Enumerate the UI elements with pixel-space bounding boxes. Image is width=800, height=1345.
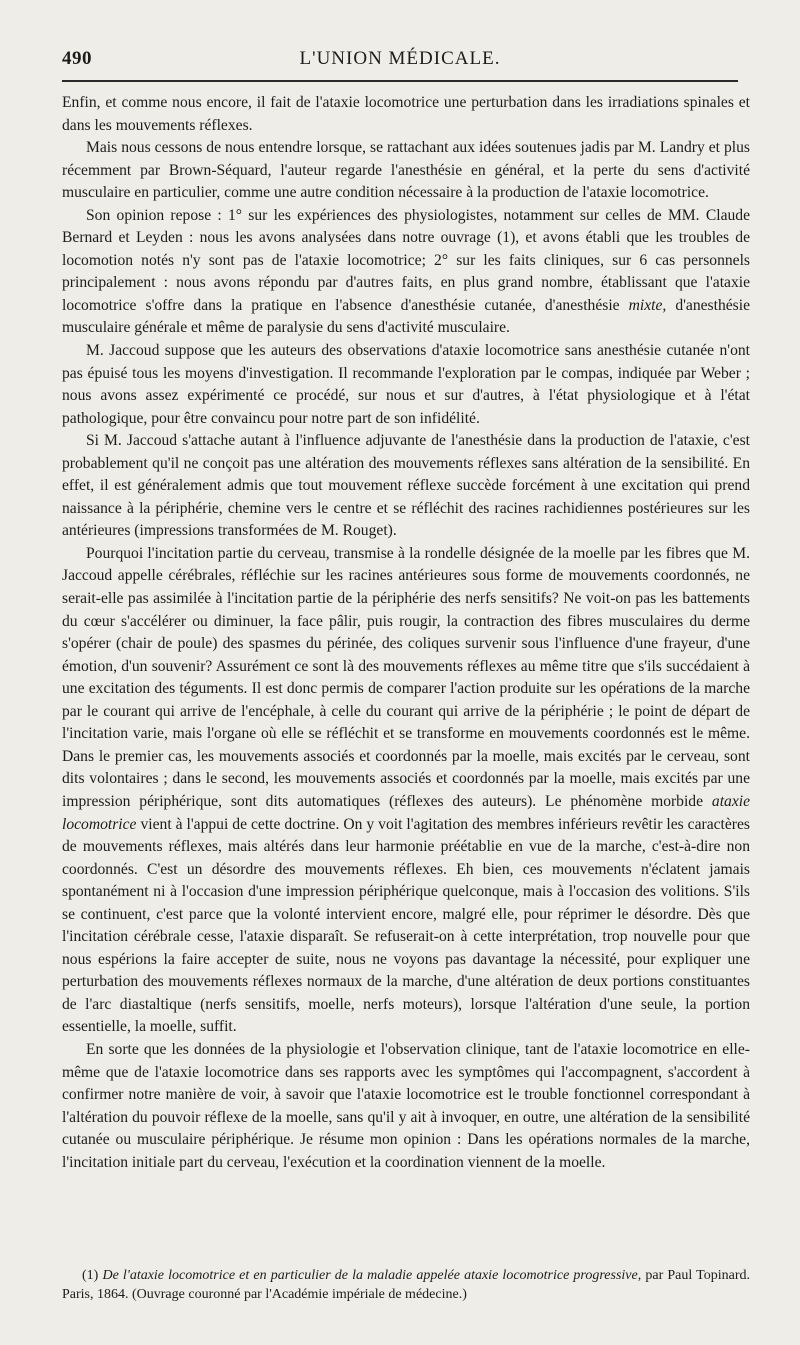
paragraph-6-text-b: vient à l'appui de cette doctrine. On y voit l'agitation des membres inférieurs revêtir les caractères de mouvements réflexes, mais altérés dans leur harmonie préétablie en vue de la marche, c'est-à-dire non coordonnés. C'est un désordre des mouvements réflexes. Eh bien, ces mouvements n'éclatent jamais spontanément ni à l'occasion d'une impression périphérique quelconque, mais à l'occasion des volitions. S'ils se continuent, c'est parce que la volonté intervient encore, malgré elle, pour réprimer le désordre. Dès que l'incitation cérébrale cesse, l'ataxie disparaît. Se refuserait-on à cette interprétation, trop nouvelle pour que nous espérions la faire accepter de suite, nous ne voyons pas davantage la nécessité, pour expliquer une perturbation des mouvements réflexes normaux de la marche, d'une altération de deux portions constituantes de l'arc diastaltique (nerfs sensitifs, moelle, nerfs moteurs), lorsque l'altération d'une seule, la portion essentielle, la moelle, suffit.	[62, 815, 750, 1036]
header-rule	[62, 80, 738, 82]
paragraph-3	[62, 205, 750, 340]
paragraph-4-text: M. Jaccoud suppose que les auteurs des observations d'ataxie locomotrice sans anesthésie cutanée n'ont pas épuisé tous les moyens d'investigation. Il recommande l'exploration par le compas, indiquée par Weber ; nous avons assez expérimenté ce procédé, sur nous et sur d'autres, à l'état physiologique et à l'état pathologique, pour être convaincu pour notre part de son infidélité.	[62, 342, 750, 427]
footnote-rest: par Paul Topinard. Paris, 1864. (Ouvrage couronné par l'Académie impériale de médecine.)	[62, 1268, 750, 1302]
paragraph-7-text: En sorte que les données de la physiologie et l'observation clinique, tant de l'ataxie locomotrice en elle-même que de l'ataxie locomotrice dans ses rapports avec les symptômes qui l'accompagnent, s'accordent à confirmer notre manière de voir, à savoir que l'ataxie locomotrice est le trouble fonctionnel correspondant à l'altération du pouvoir réflexe de la moelle, sans qu'il y ait à invoquer, en outre, une altération de la sensibilité cutanée ou musculaire périphérique. Je résume mon opinion : Dans les opérations normales de la marche, l'incitation initiale part du cerveau, l'exécution et la coordination viennent de la moelle.	[62, 1040, 750, 1171]
paragraph-1	[62, 92, 750, 137]
footnote-text	[62, 1266, 750, 1304]
running-title: L'UNION MÉDICALE.	[299, 48, 501, 69]
paragraph-4	[62, 340, 750, 430]
paragraph-5-text: Si M. Jaccoud s'attache autant à l'influence adjuvante de l'anesthésie dans la production de l'ataxie, c'est probablement qu'il ne conçoit pas une altération des mouvements réflexes sans altération de la sensibilité. En effet, il est généralement admis que tout mouvement réflexe succède forcément à une excitation qui prend naissance à la périphérie, chemine vers le centre et se réfléchit des racines rachidiennes postérieures sur les antérieures (impressions transformées de M. Rouget).	[62, 432, 750, 540]
paragraph-3-text-b: d'anesthésie musculaire générale et même de paralysie du sens d'activité musculaire.	[62, 296, 750, 337]
footnote-marker: (1)	[82, 1268, 99, 1283]
paragraph-3-text-a: Son opinion repose : 1° sur les expériences des physiologistes, notamment sur celles de MM. Claude Bernard et Leyden : nous les avons analysées dans notre ouvrage (1), et avons établi que les troubles de locomotion notés n'y sont pas de l'ataxie locomotrice; 2° sur les faits cliniques, sur 6 cas personnels principalement : nous avons répondu par d'autres faits, en plus grand nombre, établissant que l'ataxie locomotrice s'offre dans la pratique en l'absence d'anesthésie cutanée, d'anesthésie	[62, 206, 750, 314]
paragraph-6	[62, 543, 750, 1039]
paragraph-2	[62, 137, 750, 205]
footnote	[62, 1266, 750, 1304]
paragraph-3-italic: mixte,	[628, 296, 667, 314]
page-header	[62, 44, 738, 74]
paragraph-1-text: Enfin, et comme nous encore, il fait de l'ataxie locomotrice une perturbation dans les irradiations spinales et dans les mouvements réflexes.	[62, 94, 750, 134]
paragraph-6-italic: ataxie locomotrice	[62, 792, 750, 833]
body-text	[62, 92, 750, 1174]
paragraph-5	[62, 430, 750, 543]
paragraph-2-text: Mais nous cessons de nous entendre lorsque, se rattachant aux idées soutenues jadis par M. Landry et plus récemment par Brown-Séquard, l'auteur regarde l'anesthésie en général, et la perte du sens d'activité musculaire en particulier, comme une autre condition nécessaire à la production de l'ataxie locomotrice.	[62, 139, 750, 202]
footnote-title: De l'ataxie locomotrice et en particulier de la maladie appelée ataxie locomotrice progressive,	[102, 1268, 642, 1283]
page-number: 490	[62, 48, 92, 69]
paragraph-6-text-a: Pourquoi l'incitation partie du cerveau, transmise à la rondelle désignée de la moelle par les fibres que M. Jaccoud appelle cérébrales, réfléchie sur les racines antérieures sous forme de mouvements coordonnés, ne serait-elle pas assimilée à l'incitation partie de la périphérie des nerfs sensitifs? Ne voit-on pas les battements du cœur s'accélérer ou diminuer, la face pâlir, puis rougir, la contraction des fibres musculaires du derme s'opérer (chair de poule) des spasmes du périnée, des coliques survenir sous l'influence d'une frayeur, d'une émotion, d'un souvenir? Assurément ce sont là des mouvements réflexes au même titre que s'ils succédaient à une excitation des téguments. Il est donc permis de comparer l'action produite sur les opérations de la marche par le courant qui arrive de l'encéphale, à celle du courant qui arrive de la périphérie ; le point de départ de l'incitation varie, mais l'organe où elle se réfléchit et se transforme en mouvements coordonnés est le même. Dans le premier cas, les mouvements associés et coordonnés par la moelle, mais excités par le cerveau, sont dits volontaires ; dans le second, les mouvements associés et coordonnés par la moelle, mais excités par une impression périphérique, sont dits automatiques (réflexes des auteurs). Le phénomène morbide	[62, 544, 750, 810]
paragraph-7	[62, 1039, 750, 1174]
